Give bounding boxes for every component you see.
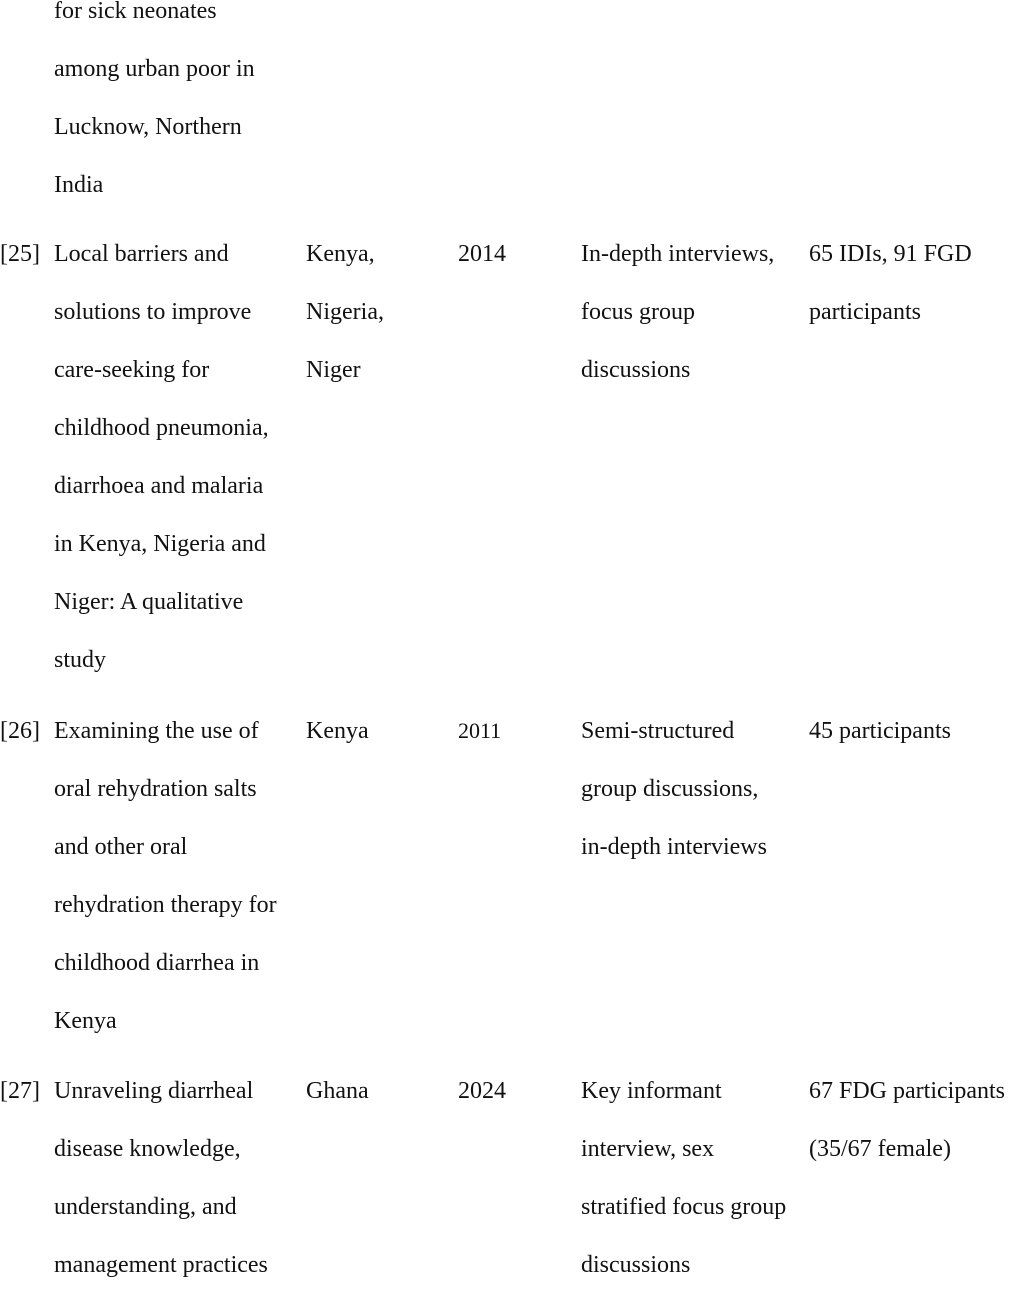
country-cell: Ghana	[306, 1078, 369, 1104]
year-cell: 2014	[458, 241, 506, 267]
methods-cell: Semi-structured group discussions, in-depth interviews	[581, 718, 767, 860]
study-title-cell: Examining the use of oral rehydration salts and other oral rehydration therapy for childhood diarrhea in Kenya	[54, 718, 277, 1034]
year-cell: 2024	[458, 1078, 506, 1104]
reference-cell: [26]	[0, 718, 40, 744]
reference-cell: [27]	[0, 1078, 40, 1104]
country-cell: Kenya, Nigeria, Niger	[306, 241, 384, 383]
country-cell: Kenya	[306, 718, 369, 744]
reference-cell: [25]	[0, 241, 40, 267]
methods-cell: In-depth interviews, focus group discussions	[581, 241, 775, 383]
study-title-cell: Local barriers and solutions to improve care-seeking for childhood pneumonia, diarrhoea and malaria in Kenya, Nigeria and Niger: A qualitative study	[54, 241, 269, 673]
sample-cell: 45 participants	[809, 718, 951, 744]
sample-cell: 65 IDIs, 91 FGD participants	[809, 241, 972, 325]
methods-cell: Key informant interview, sex stratified focus group discussions	[581, 1078, 787, 1278]
year-cell: 2011	[458, 718, 502, 743]
study-title-cell: for sick neonates among urban poor in Lucknow, Northern India	[54, 0, 255, 198]
study-title-cell: Unraveling diarrheal disease knowledge, understanding, and management practices	[54, 1078, 268, 1278]
sample-cell: 67 FDG participants (35/67 female)	[809, 1078, 1005, 1162]
